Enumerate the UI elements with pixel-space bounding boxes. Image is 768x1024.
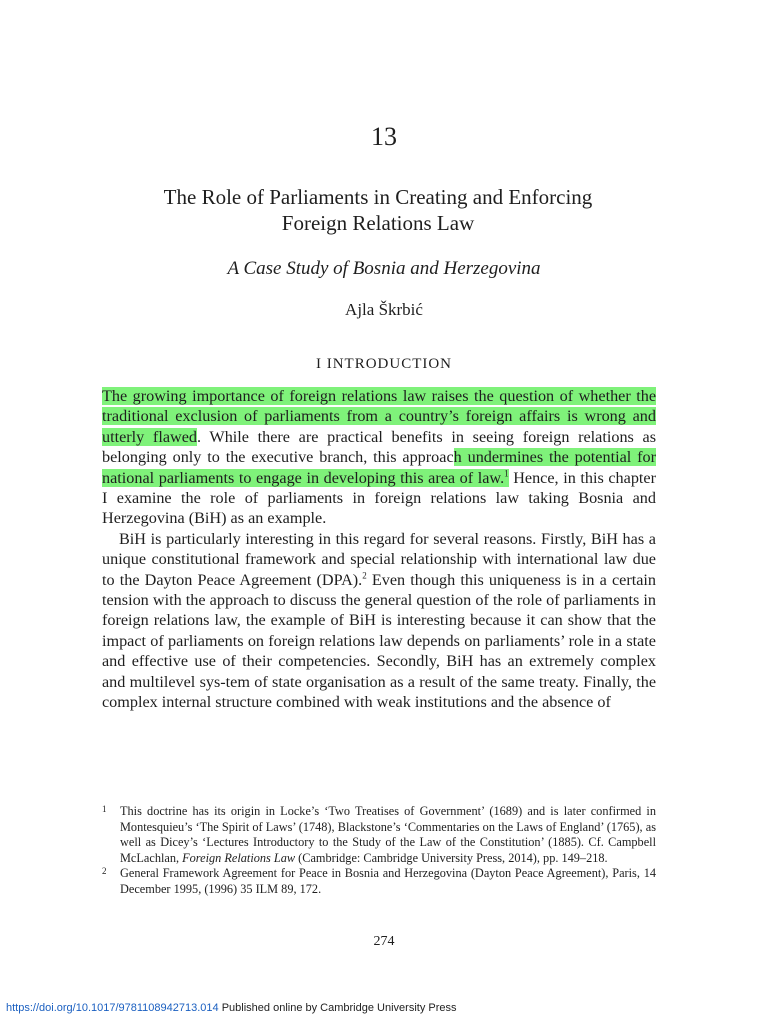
paragraph-2 [102, 529, 656, 713]
chapter-title [100, 184, 656, 236]
section-heading: I INTRODUCTION [315, 356, 453, 372]
footnote-book-title: Foreign Relations Law [182, 850, 296, 865]
footnote-text: This doctrine has its origin in Locke’s ‘Two Treatises of Government’ (1689) and is later confirmed in Montesquieu’s ‘The Spirit of Laws’ (1748), Blackstone’s ‘Commentaries on the Laws of England’ (1765), as well as Dicey’s ‘Lectures Introductory to the Study of the Law of the Constitution’ (1885). Cf. Campbell McLachlan, [120, 804, 656, 865]
subtitle-text: Case Study of Bosnia and Herzegovina [243, 258, 541, 279]
subtitle-prefix: A [227, 258, 244, 279]
footnote-mark: 1 [102, 804, 107, 814]
chapter-number: 13 [371, 122, 397, 151]
footnote-text: (Cambridge: Cambridge University Press, 2014), pp. 149–218. [295, 850, 608, 865]
chapter-subtitle [0, 258, 768, 280]
footnote-reference[interactable]: 2 [362, 570, 367, 581]
footnote-1 [102, 804, 656, 866]
published-online-text: Published online by Cambridge University Press [218, 1002, 457, 1014]
footnote-2 [102, 866, 656, 897]
paragraph-1 [102, 386, 656, 529]
page-number: 274 [373, 934, 395, 949]
footnotes [102, 804, 656, 898]
author-name: Ajla Škrbić [345, 300, 423, 319]
footnote-reference[interactable]: 1 [504, 468, 509, 479]
paragraph-text: Even though this uniqueness is in a certain tension with the approach to discuss the general question of the role of parliaments in foreign relations law, the example of BiH is interesting because it can show that the impact of parliaments on foreign relations law depends on parliaments’ role in a state and effective use of their competencies. Secondly, BiH has an extremely complex and multilevel sys-tem of state organisation as a result of the same treaty. Finally, the complex internal structure combined with weak institutions and the absence of [102, 570, 656, 712]
footnote-text: General Framework Agreement for Peace in Bosnia and Herzegovina (Dayton Peace Agreement), Paris, 14 December 1995, (1996) 35 ILM 89, 172. [120, 866, 656, 896]
paragraph-text: . While there are practical benefits in seeing foreign relations as belonging only to the executive branch, this approac [102, 427, 657, 467]
publication-footer [6, 1002, 457, 1014]
body-text [102, 386, 656, 713]
chapter-title-line-1: The Role of Parliaments in Creating and Enforcing [163, 185, 593, 209]
chapter-title-line-2: Foreign Relations Law [281, 211, 475, 235]
paragraph-text: Hence, in this chapter I examine the role of parliaments in foreign relations law taking Bosnia and Herzegovina (BiH) as an example. [102, 468, 656, 528]
doi-link[interactable]: https://doi.org/10.1017/9781108942713.014 [6, 1002, 219, 1014]
highlighted-text[interactable]: The growing importance of foreign relations law raises the question of whether the traditional exclusion of parliaments from a country’s foreign affairs is wrong and utterly flawed [102, 387, 656, 446]
highlighted-text-content: h undermines the potential for national parliaments to engage in developing this area of law. [102, 448, 656, 487]
paragraph-text: BiH is particularly interesting in this regard for several reasons. Firstly, BiH has a unique constitutional framework and special relationship with international law due to the Dayton Peace Agreement (DPA). [102, 529, 656, 589]
footnote-mark: 2 [102, 866, 107, 877]
